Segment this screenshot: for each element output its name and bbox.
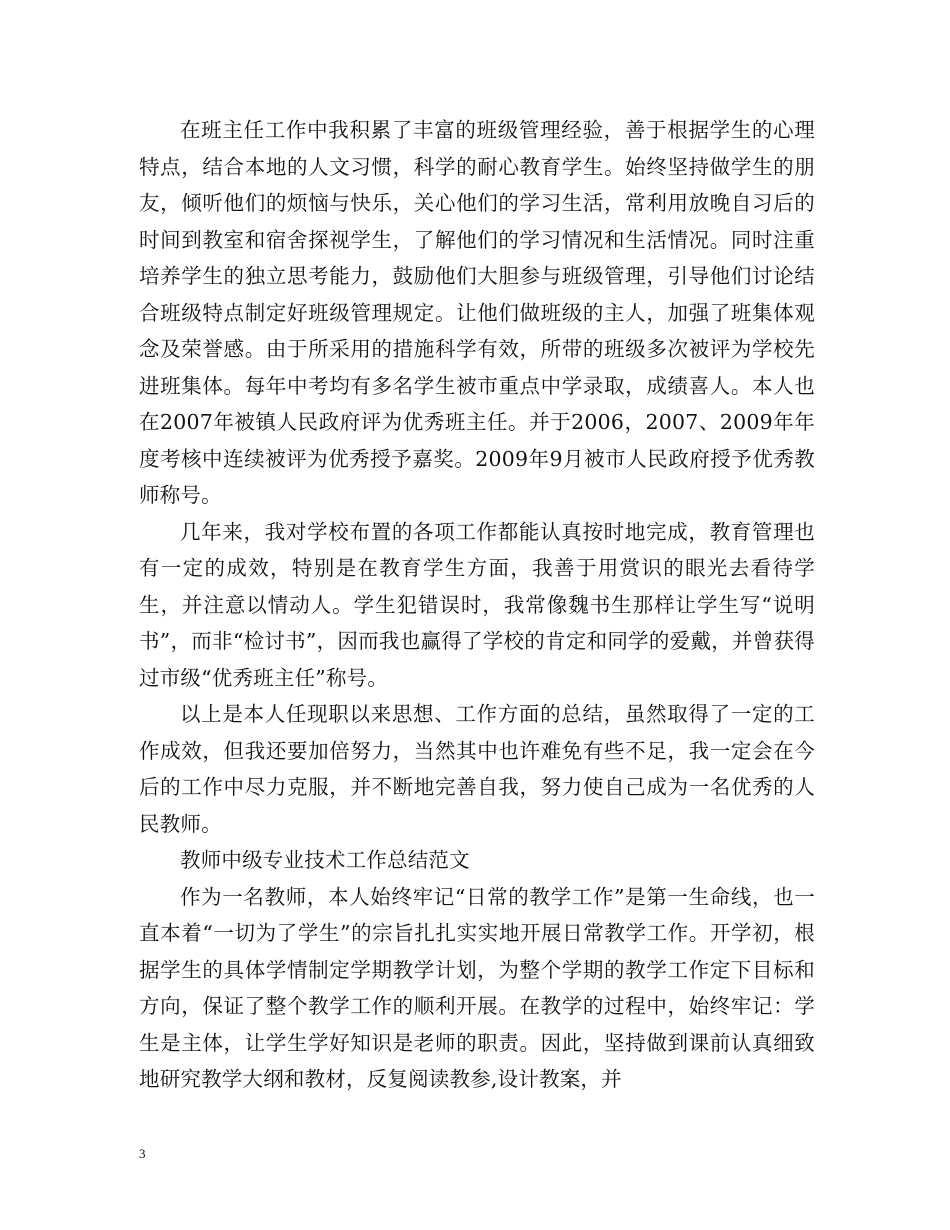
paragraph-class-management: 在班主任工作中我积累了丰富的班级管理经验，善于根据学生的心理特点，结合本地的人文习惯，科学的耐心教育学生。始终坚持做学生的朋友，倾听他们的烦恼与快乐，关心他们的学习生活，常利用放晚自习后的时间到教室和宿舍探视学生，了解他们的学习情况和生活情况。同时注重培养学生的独立思考能力，鼓励他们大胆参与班级管理，引导他们讨论结合班级特点制定好班级管理规定。让他们做班级的主人，加强了班集体观念及荣誉感。由于所采用的措施科学有效，所带的班级多次被评为学校先进班集体。每年中考均有多名学生被市重点中学录取，成绩喜人。本人也在2007年被镇人民政府评为优秀班主任。并于2006，2007、2009年年度考核中连续被评为优秀授予嘉奖。2009年9月被市人民政府授予优秀教师称号。: [139, 118, 815, 507]
paragraph-work-achievements: 几年来，我对学校布置的各项工作都能认真按时地完成，教育管理也有一定的成效，特别是在教育学生方面，我善于用赏识的眼光去看待学生，并注意以情动人。学生犯错误时，我常像魏书生那样让学生写“说明书”，而非“检讨书”，因而我也赢得了学校的肯定和同学的爱戴，并曾获得过市级“优秀班主任”称号。: [139, 519, 815, 690]
document-body: [139, 112, 815, 1098]
section-heading: 教师中级专业技术工作总结范文: [180, 848, 470, 872]
paragraph-summary-conclusion: 以上是本人任现职以来思想、工作方面的总结，虽然取得了一定的工作成效，但我还要加倍努力，当然其中也许难免有些不足，我一定会在今后的工作中尽力克服，并不断地完善自我，努力使自己成为一名优秀的人民教师。: [139, 702, 815, 836]
page-number: 3: [139, 1146, 146, 1161]
paragraph-teaching-work: 作为一名教师，本人始终牢记“日常的教学工作”是第一生命线，也一直本着“一切为了学生”的宗旨扎扎实实地开展日常教学工作。开学初，根据学生的具体学情制定学期教学计划，为整个学期的教学工作定下目标和方向，保证了整个教学工作的顺利开展。在教学的过程中，始终牢记：学生是主体，让学生学好知识是老师的职责。因此，坚持做到课前认真细致地研究教学大纲和教材，反复阅读教参,设计教案，并: [139, 884, 815, 1091]
